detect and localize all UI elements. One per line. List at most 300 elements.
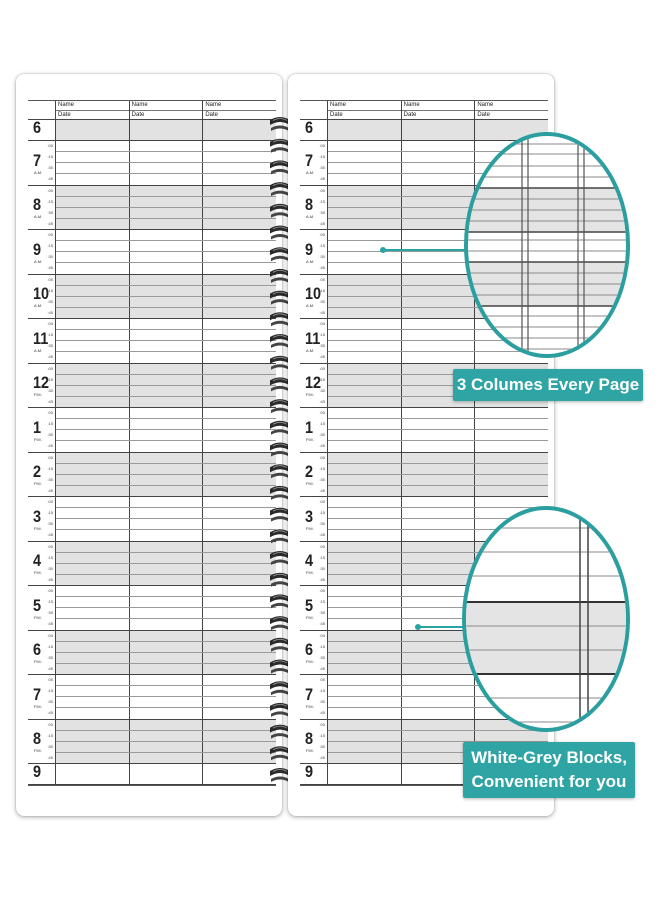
- hour-number: 8: [305, 729, 314, 749]
- entry-cell[interactable]: [402, 497, 476, 541]
- name-label: Name: [328, 101, 401, 111]
- minute-labels: [319, 186, 325, 230]
- hour-number: 11: [33, 328, 49, 348]
- minute-label: :30: [319, 209, 325, 215]
- entry-cell[interactable]: [130, 586, 204, 630]
- hour-number: 8: [33, 195, 42, 215]
- entry-cell[interactable]: [328, 631, 402, 675]
- hour-label-cell: [300, 453, 328, 497]
- minute-label: :15: [319, 243, 325, 249]
- am-pm-label: P.M.: [34, 392, 42, 397]
- am-pm-label: P.M.: [306, 703, 314, 709]
- entry-cell[interactable]: [203, 408, 276, 452]
- am-pm-label: P.M.: [34, 703, 42, 709]
- entry-cell[interactable]: [328, 408, 402, 452]
- minute-label: :15: [319, 376, 325, 382]
- entry-cell[interactable]: [328, 120, 402, 140]
- minute-label: :00: [47, 187, 53, 193]
- minute-label: :45: [319, 443, 325, 449]
- minute-labels: [319, 275, 325, 319]
- spiral-coil: [270, 681, 290, 695]
- spiral-coil: [270, 616, 290, 630]
- entry-cell[interactable]: [203, 319, 276, 363]
- hour-number: 12: [33, 373, 50, 393]
- callout-banner-blocks: [463, 742, 635, 798]
- entry-cell[interactable]: [56, 453, 130, 497]
- spiral-coil: [270, 638, 290, 652]
- minute-label: :00: [47, 721, 53, 727]
- date-label: Date: [403, 112, 417, 118]
- spiral-coil: [270, 269, 290, 283]
- zoomed-blocks-detail: [466, 510, 630, 732]
- minute-label: :45: [319, 398, 325, 404]
- minute-label: :00: [319, 632, 325, 638]
- entry-cell[interactable]: [203, 542, 276, 586]
- callout-text-blocks-line2: Convenient for you: [471, 772, 627, 791]
- entry-cell[interactable]: [402, 675, 476, 719]
- column-header-2: [402, 101, 476, 119]
- minute-labels: [47, 720, 53, 764]
- entry-cell[interactable]: [402, 319, 476, 363]
- hour-number: 6: [305, 640, 314, 660]
- minute-label: :45: [319, 220, 325, 226]
- minute-label: :30: [47, 476, 53, 482]
- minute-label: :30: [319, 343, 325, 349]
- entry-columns: [56, 586, 276, 630]
- hour-label-cell: [300, 186, 328, 230]
- hour-label-cell: [28, 319, 56, 363]
- minute-label: :15: [47, 688, 53, 694]
- hour-block: [28, 120, 276, 141]
- minute-labels: [47, 453, 53, 497]
- entry-cell[interactable]: [56, 675, 130, 719]
- time-column-header: [28, 101, 56, 119]
- minute-label: :00: [319, 499, 325, 505]
- column-header-1: [328, 101, 402, 119]
- minute-label: :30: [319, 743, 325, 749]
- minute-label: :45: [319, 754, 325, 760]
- am-pm-label: A.M.: [34, 169, 43, 175]
- entry-cell[interactable]: [56, 764, 130, 784]
- entry-cell[interactable]: [328, 675, 402, 719]
- entry-cell[interactable]: [56, 186, 130, 230]
- minute-labels: [47, 675, 53, 719]
- entry-cell[interactable]: [203, 631, 276, 675]
- callout-pointer-top: [383, 249, 467, 251]
- entry-cell[interactable]: [203, 141, 276, 185]
- hour-label-cell: [28, 675, 56, 719]
- minute-labels: [47, 408, 53, 452]
- entry-cell[interactable]: [402, 275, 476, 319]
- entry-cell[interactable]: [130, 230, 204, 274]
- entry-cell[interactable]: [328, 319, 402, 363]
- minute-label: :00: [319, 276, 325, 282]
- minute-labels: [319, 453, 325, 497]
- name-label: Name: [130, 101, 203, 111]
- entry-cell[interactable]: [203, 275, 276, 319]
- minute-label: :45: [319, 621, 325, 627]
- minute-label: :30: [319, 476, 325, 482]
- am-pm-label: P.M.: [306, 481, 314, 486]
- minute-labels: [319, 586, 325, 630]
- minute-labels: [319, 720, 325, 764]
- name-label: Name: [475, 101, 548, 111]
- name-label: Name: [203, 101, 276, 111]
- minute-label: :30: [319, 610, 325, 616]
- hour-label-cell: [300, 542, 328, 586]
- minute-label: :15: [47, 332, 53, 338]
- entry-cell[interactable]: [402, 186, 476, 230]
- minute-label: :15: [47, 243, 53, 249]
- hour-number: 7: [33, 684, 42, 704]
- entry-cell[interactable]: [130, 453, 204, 497]
- minute-label: :30: [47, 209, 53, 215]
- entry-cell[interactable]: [130, 408, 204, 452]
- hour-number: 7: [305, 684, 314, 704]
- hour-block: [28, 631, 276, 676]
- entry-cell[interactable]: [203, 720, 276, 764]
- minute-label: :00: [47, 321, 53, 327]
- minute-label: :15: [319, 732, 325, 738]
- minute-label: :30: [319, 387, 325, 393]
- hour-label-cell: [28, 364, 56, 408]
- entry-cell[interactable]: [130, 275, 204, 319]
- entry-cell[interactable]: [56, 631, 130, 675]
- entry-cell[interactable]: [475, 408, 548, 452]
- spiral-coil: [270, 117, 290, 131]
- hour-label-cell: [28, 764, 56, 784]
- minute-label: :00: [47, 232, 53, 238]
- entry-columns: [56, 275, 276, 319]
- grid-header-row: [28, 101, 276, 120]
- minute-label: :45: [319, 710, 325, 716]
- entry-cell[interactable]: [402, 542, 476, 586]
- entry-cell[interactable]: [56, 364, 130, 408]
- minute-labels: [47, 364, 53, 408]
- minute-labels: [319, 675, 325, 719]
- minute-label: :45: [47, 487, 53, 493]
- hour-label-cell: [28, 497, 56, 541]
- entry-cell[interactable]: [475, 453, 548, 497]
- minute-labels: [319, 141, 325, 185]
- entry-cell[interactable]: [130, 764, 204, 784]
- minute-label: :30: [47, 387, 53, 393]
- entry-cell[interactable]: [56, 275, 130, 319]
- am-pm-label: P.M.: [306, 392, 314, 397]
- entry-cell[interactable]: [130, 631, 204, 675]
- spiral-coil: [270, 594, 290, 608]
- am-pm-label: A.M.: [306, 303, 315, 308]
- spiral-coil: [270, 486, 290, 500]
- am-pm-label: P.M.: [34, 525, 42, 531]
- minute-labels: [47, 141, 53, 185]
- minute-label: :30: [319, 654, 325, 660]
- spiral-coil: [270, 160, 290, 174]
- minute-label: :15: [47, 599, 53, 605]
- entry-columns: [56, 675, 276, 719]
- minute-label: :00: [319, 543, 325, 549]
- minute-label: :30: [47, 165, 53, 171]
- entry-cell[interactable]: [130, 141, 204, 185]
- minute-label: :45: [47, 621, 53, 627]
- entry-cell[interactable]: [328, 141, 402, 185]
- column-header-1: [56, 101, 130, 119]
- hour-number: 6: [33, 118, 42, 137]
- minute-label: :15: [47, 643, 53, 649]
- minute-label: :30: [319, 565, 325, 571]
- am-pm-label: P.M.: [34, 748, 42, 753]
- entry-cell[interactable]: [402, 141, 476, 185]
- hour-block: [28, 275, 276, 320]
- hour-label-cell: [28, 720, 56, 764]
- minute-label: :00: [47, 276, 53, 282]
- hour-number: 2: [33, 462, 42, 482]
- callout-dot-bottom: [415, 624, 421, 630]
- am-pm-label: P.M.: [306, 614, 314, 620]
- minute-label: :45: [319, 576, 325, 582]
- entry-cell[interactable]: [328, 230, 402, 274]
- minute-label: :15: [47, 554, 53, 560]
- minute-labels: [47, 586, 53, 630]
- entry-cell[interactable]: [328, 542, 402, 586]
- hour-label-cell: [300, 230, 328, 274]
- spiral-coil: [270, 291, 290, 305]
- entry-cell[interactable]: [56, 230, 130, 274]
- minute-label: :15: [47, 198, 53, 204]
- minute-labels: [319, 497, 325, 541]
- entry-cell[interactable]: [203, 453, 276, 497]
- entry-cell[interactable]: [203, 186, 276, 230]
- hour-number: 4: [33, 551, 42, 571]
- hour-block: [28, 230, 276, 275]
- minute-label: :30: [47, 654, 53, 660]
- entry-cell[interactable]: [402, 453, 476, 497]
- entry-columns: [328, 408, 548, 452]
- minute-label: :45: [47, 265, 53, 271]
- entry-cell[interactable]: [56, 497, 130, 541]
- entry-cell[interactable]: [130, 720, 204, 764]
- entry-cell[interactable]: [328, 586, 402, 630]
- minute-labels: [47, 186, 53, 230]
- hour-number: 11: [305, 328, 321, 348]
- zoom-lens-blocks: [462, 506, 630, 732]
- minute-label: :15: [319, 154, 325, 160]
- entry-cell[interactable]: [130, 675, 204, 719]
- hour-number: 5: [305, 595, 314, 615]
- hour-block: [300, 453, 548, 498]
- hour-label-cell: [300, 497, 328, 541]
- minute-label: :15: [319, 554, 325, 560]
- hour-number: 4: [305, 551, 314, 571]
- entry-cell[interactable]: [130, 120, 204, 140]
- entry-cell[interactable]: [328, 720, 402, 764]
- am-pm-label: A.M.: [34, 347, 43, 353]
- minute-label: :00: [319, 187, 325, 193]
- minute-label: :45: [47, 710, 53, 716]
- schedule-grid-left: [28, 100, 276, 786]
- hour-label-cell: [300, 408, 328, 452]
- spiral-coil: [270, 746, 290, 760]
- spiral-coil: [270, 312, 290, 326]
- entry-columns: [56, 497, 276, 541]
- hour-label-cell: [28, 542, 56, 586]
- minute-labels: [47, 631, 53, 675]
- entry-cell[interactable]: [130, 542, 204, 586]
- entry-columns: [56, 364, 276, 408]
- minute-label: :45: [319, 176, 325, 182]
- entry-cell[interactable]: [56, 408, 130, 452]
- entry-cell[interactable]: [203, 120, 276, 140]
- minute-label: :30: [47, 343, 53, 349]
- minute-labels: [47, 275, 53, 319]
- entry-columns: [56, 120, 276, 140]
- minute-label: :30: [47, 432, 53, 438]
- entry-columns: [56, 720, 276, 764]
- entry-cell[interactable]: [130, 186, 204, 230]
- hour-label-cell: [300, 141, 328, 185]
- hour-label-cell: [28, 230, 56, 274]
- entry-cell[interactable]: [203, 586, 276, 630]
- hour-block: [300, 408, 548, 453]
- entry-cell[interactable]: [402, 120, 476, 140]
- hour-number: 12: [305, 373, 322, 393]
- hour-label-cell: [28, 186, 56, 230]
- entry-cell[interactable]: [56, 319, 130, 363]
- entry-cell[interactable]: [328, 497, 402, 541]
- entry-columns: [56, 319, 276, 363]
- hour-number: 3: [33, 506, 42, 526]
- entry-cell[interactable]: [56, 720, 130, 764]
- callout-pointer-bottom: [418, 626, 466, 628]
- entry-cell[interactable]: [328, 364, 402, 408]
- callout-dot-top: [380, 247, 386, 253]
- am-pm-label: A.M.: [34, 258, 43, 264]
- entry-columns: [56, 141, 276, 185]
- am-pm-label: P.M.: [34, 614, 42, 620]
- minute-label: :15: [319, 421, 325, 427]
- hour-block: [300, 120, 548, 141]
- spiral-coil: [270, 703, 290, 717]
- spiral-coil: [270, 399, 290, 413]
- spiral-coil: [270, 182, 290, 196]
- entry-cell[interactable]: [203, 497, 276, 541]
- minute-label: :30: [47, 610, 53, 616]
- hour-label-cell: [300, 720, 328, 764]
- entry-cell[interactable]: [328, 764, 402, 784]
- hour-block: [28, 542, 276, 587]
- minute-label: :45: [319, 354, 325, 360]
- spiral-coil: [270, 660, 290, 674]
- minute-label: :00: [47, 677, 53, 683]
- minute-label: :15: [47, 154, 53, 160]
- minute-label: :45: [319, 487, 325, 493]
- column-header-2: [130, 101, 204, 119]
- minute-label: :30: [47, 743, 53, 749]
- am-pm-label: P.M.: [34, 659, 42, 664]
- entry-cell[interactable]: [328, 453, 402, 497]
- minute-labels: [319, 319, 325, 363]
- entry-columns: [56, 631, 276, 675]
- hour-number: 3: [305, 506, 314, 526]
- minute-label: :15: [319, 198, 325, 204]
- hour-number: 9: [305, 239, 314, 259]
- minute-label: :00: [319, 365, 325, 371]
- hour-label-cell: [28, 120, 56, 140]
- spiral-coil: [270, 529, 290, 543]
- entry-columns: [56, 408, 276, 452]
- minute-label: :00: [47, 410, 53, 416]
- minute-label: :15: [47, 732, 53, 738]
- column-header-3: [475, 101, 548, 119]
- date-label: Date: [205, 112, 219, 118]
- hour-label-cell: [300, 364, 328, 408]
- minute-label: :45: [47, 176, 53, 182]
- minute-label: :00: [47, 499, 53, 505]
- entry-cell[interactable]: [203, 364, 276, 408]
- entry-cell[interactable]: [56, 120, 130, 140]
- hour-number: 9: [33, 239, 42, 259]
- entry-cell[interactable]: [130, 497, 204, 541]
- entry-cell[interactable]: [328, 275, 402, 319]
- am-pm-label: A.M.: [34, 214, 43, 219]
- hour-number: 6: [33, 640, 42, 660]
- entry-cell[interactable]: [56, 586, 130, 630]
- entry-cell[interactable]: [203, 230, 276, 274]
- minute-label: :45: [47, 309, 53, 315]
- entry-columns: [56, 230, 276, 274]
- hour-block: [28, 497, 276, 542]
- minute-label: :30: [319, 165, 325, 171]
- entry-cell[interactable]: [402, 408, 476, 452]
- minute-label: :30: [47, 521, 53, 527]
- entry-cell[interactable]: [203, 764, 276, 784]
- hour-number: 9: [305, 762, 314, 781]
- entry-cell[interactable]: [203, 675, 276, 719]
- minute-label: :15: [319, 688, 325, 694]
- spiral-coil: [270, 443, 290, 457]
- minute-label: :30: [319, 298, 325, 304]
- entry-cell[interactable]: [130, 364, 204, 408]
- entry-cell[interactable]: [56, 542, 130, 586]
- minute-label: :00: [319, 454, 325, 460]
- minute-label: :45: [47, 398, 53, 404]
- spiral-coil: [270, 139, 290, 153]
- minute-label: :30: [319, 521, 325, 527]
- hour-block: [28, 720, 276, 765]
- am-pm-label: P.M.: [34, 481, 42, 486]
- zoomed-columns-detail: [468, 136, 630, 358]
- minute-label: :00: [319, 721, 325, 727]
- spiral-coil: [270, 204, 290, 218]
- minute-label: :00: [47, 454, 53, 460]
- am-pm-label: A.M.: [306, 169, 315, 175]
- entry-columns: [56, 542, 276, 586]
- hour-block: [28, 319, 276, 364]
- minute-labels: [319, 631, 325, 675]
- entry-cell[interactable]: [130, 319, 204, 363]
- spiral-coil: [270, 421, 290, 435]
- hour-number: 8: [305, 195, 314, 215]
- hour-number: 10: [33, 284, 50, 304]
- hour-label-cell: [300, 631, 328, 675]
- am-pm-label: A.M.: [34, 303, 43, 308]
- am-pm-label: P.M.: [34, 436, 42, 442]
- entry-cell[interactable]: [328, 186, 402, 230]
- am-pm-label: P.M.: [306, 748, 314, 753]
- minute-label: :45: [47, 220, 53, 226]
- entry-cell[interactable]: [56, 141, 130, 185]
- minute-label: :15: [47, 465, 53, 471]
